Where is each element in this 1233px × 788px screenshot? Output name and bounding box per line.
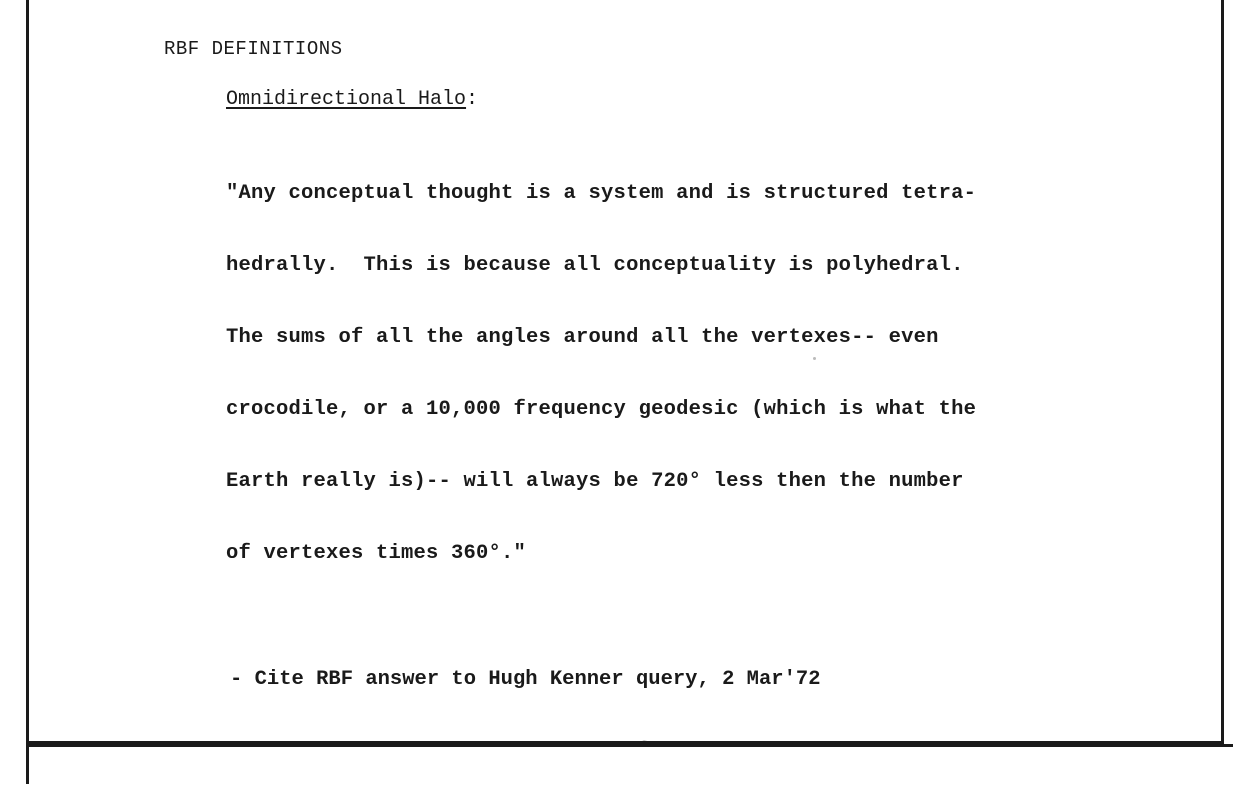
quote-line: The sums of all the angles around all the vertexes-- even xyxy=(226,326,939,349)
quote-line: hedrally. This is because all conceptuality is polyhedral. xyxy=(226,254,964,277)
card-heading: RBF DEFINITIONS xyxy=(164,38,343,60)
term-title: Omnidirectional Halo xyxy=(226,88,467,111)
quote-line: "Any conceptual thought is a system and is structured tetra- xyxy=(226,182,977,205)
quote-line: Earth really is)-- will always be 720° less then the number xyxy=(226,470,964,493)
definition-quote xyxy=(226,134,1126,590)
quote-line: of vertexes times 360°." xyxy=(226,542,527,565)
quote-line: crocodile, or a 10,000 frequency geodesic (which is what the xyxy=(226,398,977,421)
term-heading xyxy=(226,88,478,111)
next-index-card-edge xyxy=(26,744,1233,784)
citation-note: - Cite RBF answer to Hugh Kenner query, 2 Mar'72 xyxy=(230,668,821,691)
term-colon: : xyxy=(466,88,479,111)
paper-speck xyxy=(813,357,816,360)
